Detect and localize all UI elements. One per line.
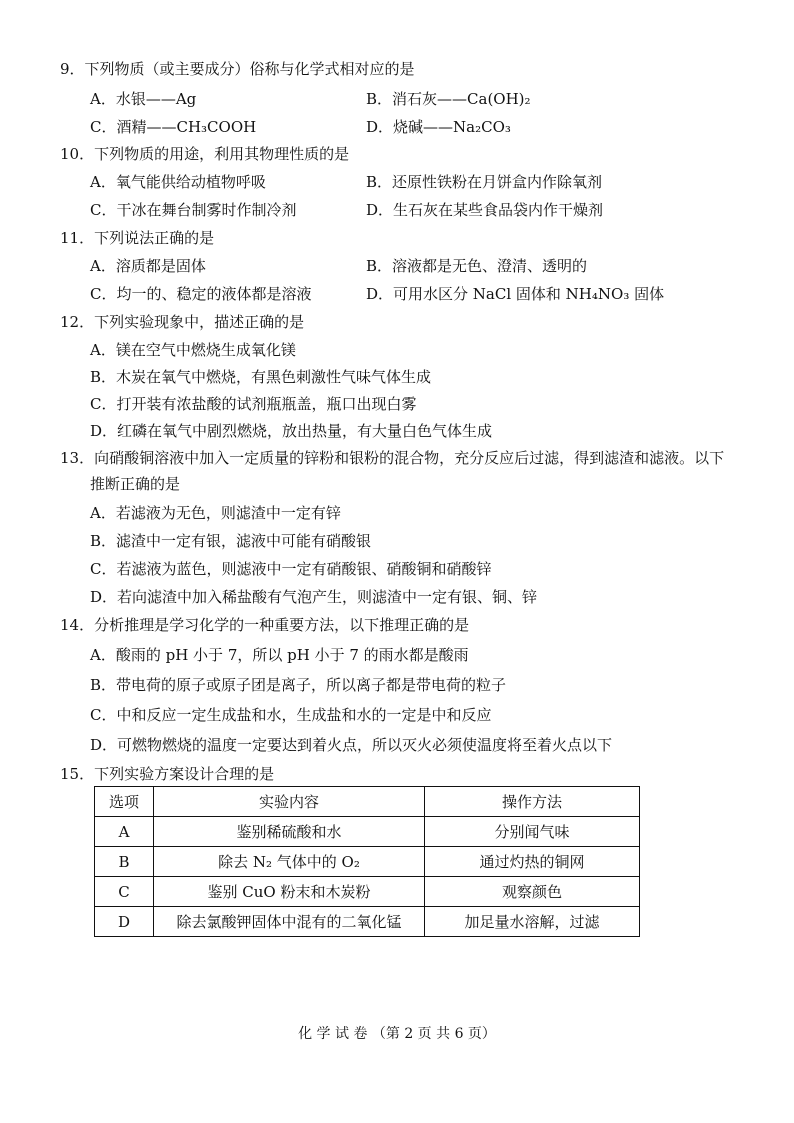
table-header-cell: 选项: [95, 787, 154, 817]
table-cell: 除去 N₂ 气体中的 O₂: [154, 847, 425, 877]
question-13-stem-cont: 推断正确的是: [90, 475, 181, 493]
table-cell: 通过灼热的铜网: [425, 847, 640, 877]
table-header-cell: 操作方法: [425, 787, 640, 817]
question-11-stem: 11．下列说法正确的是: [60, 229, 215, 247]
table-cell: 鉴别稀硫酸和水: [154, 817, 425, 847]
question-12-stem: 12．下列实验现象中，描述正确的是: [60, 313, 305, 331]
question-13-option-c: C．若滤液为蓝色，则滤液中一定有硝酸银、硝酸铜和硝酸锌: [90, 560, 492, 578]
question-11-option-c: C．均一的、稳定的液体都是溶液: [90, 285, 312, 303]
question-9-option-a: A．水银——Ag: [90, 90, 197, 108]
table-cell: 除去氯酸钾固体中混有的二氧化锰: [154, 907, 425, 937]
question-14-stem: 14．分析推理是学习化学的一种重要方法，以下推理正确的是: [60, 616, 470, 634]
question-10-stem: 10．下列物质的用途，利用其物理性质的是: [60, 145, 350, 163]
table-cell: D: [95, 907, 154, 937]
question-11-option-d: D．可用水区分 NaCl 固体和 NH₄NO₃ 固体: [366, 285, 665, 303]
table-row: [95, 817, 640, 847]
table-cell: C: [95, 877, 154, 907]
question-9-stem: 9．下列物质（或主要成分）俗称与化学式相对应的是: [60, 60, 415, 78]
question-10-option-c: C．干冰在舞台制雾时作制冷剂: [90, 201, 297, 219]
page-footer: 化 学 试 卷 （第 2 页 共 6 页）: [298, 1026, 496, 1042]
question-12-option-d: D．红磷在氧气中剧烈燃烧，放出热量，有大量白色气体生成: [90, 422, 493, 440]
table-header-row: [95, 787, 640, 817]
table-row: [95, 877, 640, 907]
question-13-option-d: D．若向滤渣中加入稀盐酸有气泡产生，则滤渣中一定有银、铜、锌: [90, 588, 538, 606]
question-9-option-c: C．酒精——CH₃COOH: [90, 118, 257, 136]
question-14-option-b: B．带电荷的原子或原子团是离子，所以离子都是带电荷的粒子: [90, 676, 507, 694]
question-13-stem: 13．向硝酸铜溶液中加入一定质量的锌粉和银粉的混合物，充分反应后过滤，得到滤渣和滤液。以下: [60, 449, 725, 467]
question-12-option-a: A．镁在空气中燃烧生成氧化镁: [90, 341, 296, 359]
question-13-option-b: B．滤渣中一定有银，滤液中可能有硝酸银: [90, 532, 372, 550]
table-cell: B: [95, 847, 154, 877]
question-14-option-d: D．可燃物燃烧的温度一定要达到着火点，所以灭火必须使温度将至着火点以下: [90, 736, 613, 754]
question-9-option-d: D．烧碱——Na₂CO₃: [366, 118, 511, 136]
table-header-cell: 实验内容: [154, 787, 425, 817]
question-11-option-b: B．溶液都是无色、澄清、透明的: [366, 257, 588, 275]
question-13-option-a: A．若滤液为无色，则滤渣中一定有锌: [90, 504, 341, 522]
question-10-option-d: D．生石灰在某些食品袋内作干燥剂: [366, 201, 604, 219]
question-12-option-c: C．打开装有浓盐酸的试剂瓶瓶盖，瓶口出现白雾: [90, 395, 417, 413]
table-row: [95, 907, 640, 937]
table-cell: A: [95, 817, 154, 847]
experiment-table: [94, 786, 640, 937]
question-11-option-a: A．溶质都是固体: [90, 257, 206, 275]
question-9-option-b: B．消石灰——Ca(OH)₂: [366, 90, 531, 108]
question-15-stem: 15．下列实验方案设计合理的是: [60, 765, 275, 783]
table-cell: 分别闻气味: [425, 817, 640, 847]
table-cell: 观察颜色: [425, 877, 640, 907]
question-10-option-a: A．氧气能供给动植物呼吸: [90, 173, 266, 191]
table-cell: 加足量水溶解，过滤: [425, 907, 640, 937]
question-14-option-a: A．酸雨的 pH 小于 7，所以 pH 小于 7 的雨水都是酸雨: [90, 646, 469, 664]
question-12-option-b: B．木炭在氧气中燃烧，有黑色刺激性气味气体生成: [90, 368, 432, 386]
table-cell: 鉴别 CuO 粉末和木炭粉: [154, 877, 425, 907]
table-row: [95, 847, 640, 877]
question-14-option-c: C．中和反应一定生成盐和水，生成盐和水的一定是中和反应: [90, 706, 492, 724]
question-10-option-b: B．还原性铁粉在月饼盒内作除氧剂: [366, 173, 603, 191]
